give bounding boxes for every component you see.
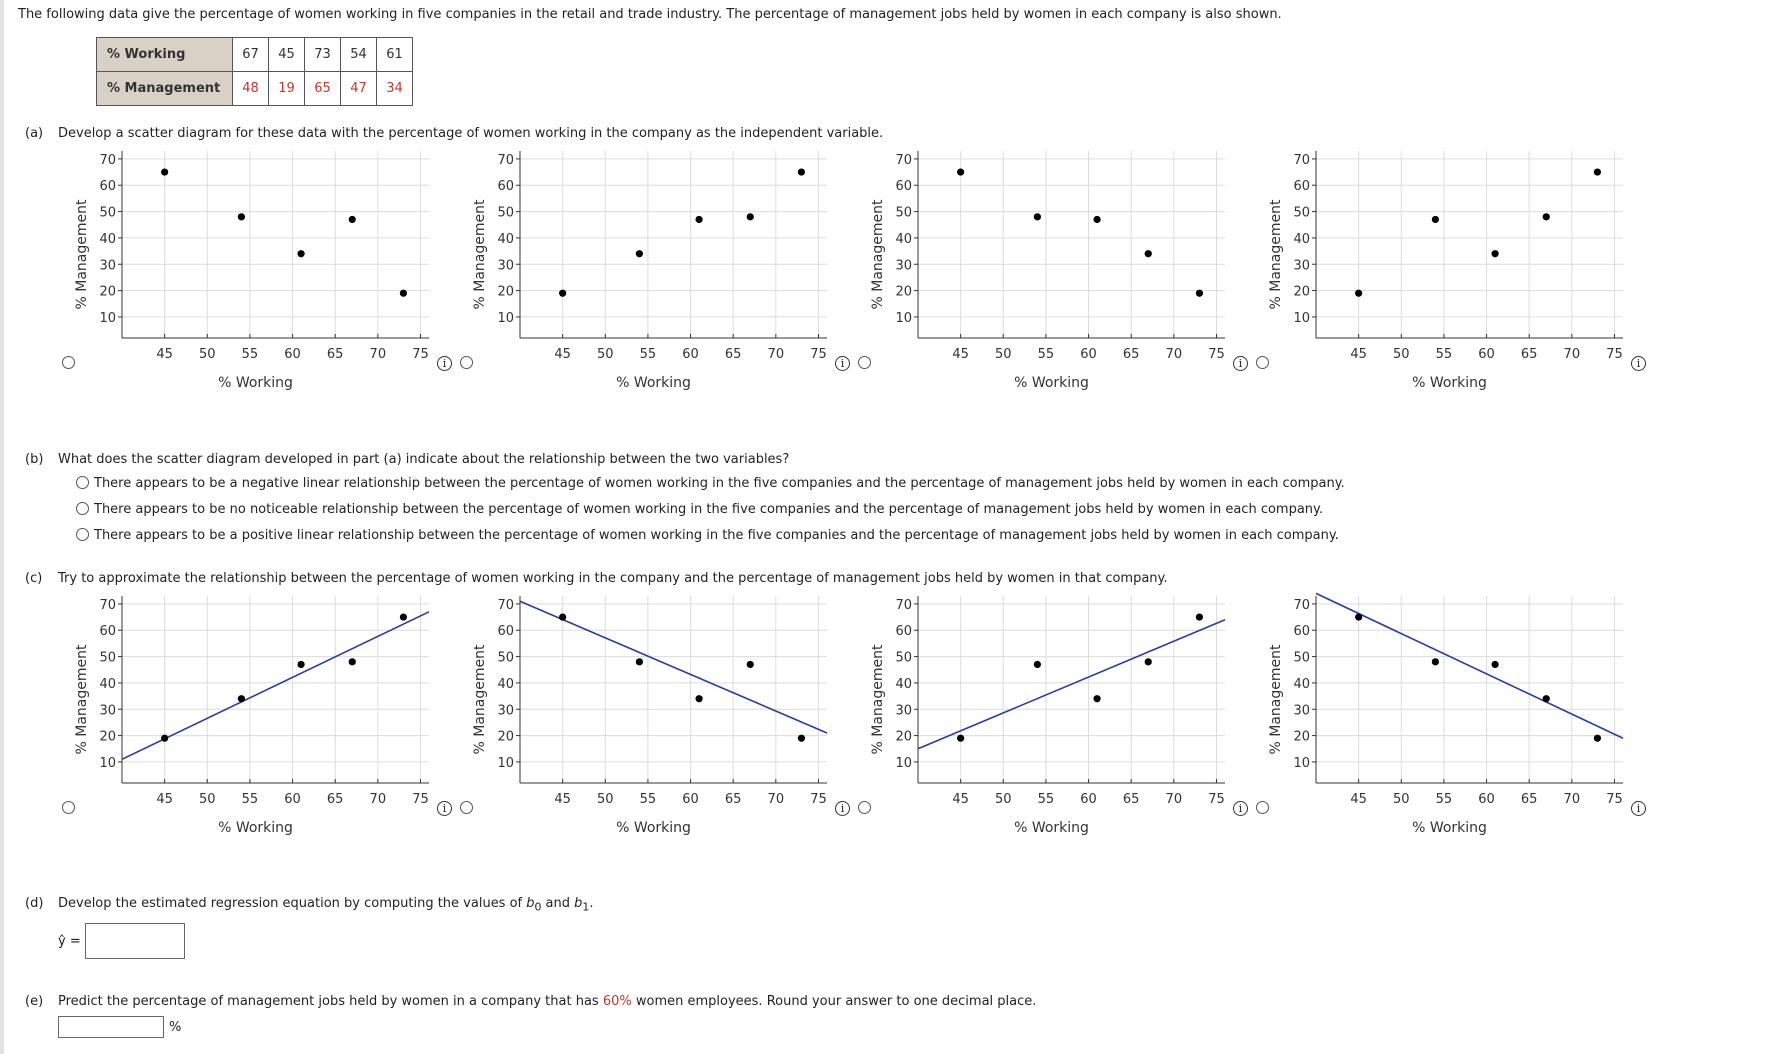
plot-area: [918, 151, 1225, 338]
data-point: [1355, 290, 1362, 297]
y-tick-label: 30: [895, 703, 912, 719]
x-tick-label: 60: [284, 792, 301, 807]
y-tick-label: 60: [99, 624, 116, 640]
y-tick-label: 40: [497, 231, 514, 247]
chart-option-radio-a-3[interactable]: [858, 356, 871, 369]
x-tick-label: 75: [1208, 792, 1225, 807]
x-tick-label: 45: [952, 792, 969, 807]
y-tick-label: 70: [99, 152, 116, 168]
data-point: [695, 216, 702, 223]
y-tick-label: 40: [99, 231, 116, 247]
y-tick-label: 60: [1293, 179, 1310, 195]
x-tick-label: 55: [1435, 347, 1453, 362]
y-tick-label: 40: [895, 676, 912, 692]
x-tick-label: 75: [412, 347, 429, 362]
data-point: [161, 168, 168, 175]
x-tick-label: 75: [1606, 792, 1623, 807]
y-tick-label: 30: [99, 703, 116, 719]
radio-button[interactable]: [76, 476, 89, 489]
x-tick-label: 60: [682, 347, 699, 362]
x-tick-label: 65: [1122, 792, 1140, 807]
part-b-option-negative[interactable]: [76, 476, 1345, 491]
y-tick-label: 60: [99, 179, 116, 195]
y-tick-label: 70: [99, 597, 116, 613]
x-tick-label: 70: [1563, 792, 1581, 807]
x-tick-label: 45: [952, 347, 969, 362]
data-point: [1543, 695, 1550, 702]
management-cell: 48: [233, 72, 269, 106]
data-point: [1196, 613, 1203, 620]
data-point: [1355, 613, 1362, 620]
y-tick-label: 30: [497, 258, 514, 274]
x-axis-label: % Working: [1412, 820, 1487, 835]
y-axis-label: % Management: [1268, 644, 1284, 755]
regression-equation-input[interactable]: [85, 923, 185, 959]
y-tick-label: 10: [1293, 310, 1310, 326]
x-tick-label: 45: [554, 347, 571, 362]
x-tick-label: 55: [639, 347, 657, 362]
y-axis-label: % Management: [1268, 199, 1284, 310]
data-point: [400, 613, 407, 620]
data-point: [1543, 213, 1550, 220]
y-axis-label: % Management: [870, 199, 886, 310]
part-d-label: (d): [25, 896, 44, 911]
part-c-question: [25, 571, 1168, 586]
y-tick-label: 30: [497, 703, 514, 719]
chart-option-radio-a-2[interactable]: [460, 356, 473, 369]
x-tick-label: 65: [1520, 347, 1538, 362]
x-tick-label: 50: [199, 347, 216, 362]
data-point: [1145, 658, 1152, 665]
y-tick-label: 50: [895, 650, 912, 666]
x-tick-label: 60: [1478, 347, 1495, 362]
data-point: [1432, 658, 1439, 665]
chart-option-radio-c-1[interactable]: [62, 801, 75, 814]
y-tick-label: 10: [497, 755, 514, 771]
y-tick-label: 50: [895, 205, 912, 221]
y-tick-label: 40: [497, 676, 514, 692]
y-axis-label: % Management: [74, 199, 90, 310]
x-tick-label: 50: [597, 792, 614, 807]
y-tick-label: 10: [99, 310, 116, 326]
x-axis-label: % Working: [1014, 820, 1089, 835]
y-tick-label: 70: [497, 152, 514, 168]
x-tick-label: 65: [326, 347, 344, 362]
x-tick-label: 60: [284, 347, 301, 362]
x-tick-label: 60: [1478, 792, 1495, 807]
x-tick-label: 55: [241, 347, 259, 362]
part-e-question: [25, 994, 1036, 1009]
part-d-and: and: [541, 896, 575, 911]
info-icon[interactable]: i: [1233, 801, 1248, 816]
y-tick-label: 50: [497, 205, 514, 221]
data-point: [1093, 216, 1100, 223]
data-point: [957, 168, 964, 175]
x-axis-label: % Working: [218, 375, 293, 390]
data-point: [1145, 250, 1152, 257]
x-tick-label: 55: [1037, 347, 1055, 362]
scatter-chart-a-1: [60, 145, 450, 390]
part-b-option-none[interactable]: [76, 502, 1323, 517]
management-cell: 34: [377, 72, 413, 106]
x-tick-label: 70: [767, 347, 785, 362]
y-tick-label: 50: [497, 650, 514, 666]
x-tick-label: 55: [241, 792, 259, 807]
plot-area: [918, 596, 1225, 783]
x-axis-label: % Working: [1014, 375, 1089, 390]
part-c-text: Try to approximate the relationship between the percentage of women working in the company and the percentage of management jobs held by women in that company.: [58, 571, 1168, 586]
data-point: [349, 216, 356, 223]
part-e-text-before: Predict the percentage of management jobs held by women in a company that has: [58, 994, 603, 1009]
option-text: There appears to be no noticeable relationship between the percentage of women working in the five companies and the percentage of management jobs held by women in each company.: [94, 502, 1324, 517]
y-tick-label: 70: [1293, 597, 1310, 613]
x-tick-label: 75: [412, 792, 429, 807]
x-tick-label: 50: [995, 792, 1012, 807]
data-point: [161, 735, 168, 742]
data-point: [559, 290, 566, 297]
data-point: [297, 250, 304, 257]
x-tick-label: 65: [724, 792, 742, 807]
chart-option-radio-c-2[interactable]: [460, 801, 473, 814]
data-point: [1196, 290, 1203, 297]
info-icon[interactable]: i: [437, 356, 452, 371]
y-tick-label: 20: [99, 729, 116, 745]
data-point: [636, 250, 643, 257]
data-point: [1432, 216, 1439, 223]
x-tick-label: 70: [1165, 792, 1183, 807]
data-point: [798, 168, 805, 175]
y-tick-label: 20: [99, 284, 116, 300]
x-tick-label: 65: [326, 792, 344, 807]
x-tick-label: 70: [1563, 347, 1581, 362]
plot-area: [520, 596, 827, 783]
x-tick-label: 45: [1350, 347, 1367, 362]
part-a-text: Develop a scatter diagram for these data with the percentage of women working in the company as the independent variable.: [58, 126, 884, 141]
x-tick-label: 55: [1435, 792, 1453, 807]
y-axis-label: % Management: [74, 644, 90, 755]
y-tick-label: 60: [1293, 624, 1310, 640]
info-icon[interactable]: i: [835, 801, 850, 816]
y-tick-label: 40: [895, 231, 912, 247]
x-tick-label: 70: [1165, 347, 1183, 362]
y-tick-label: 50: [1293, 650, 1310, 666]
data-point: [798, 735, 805, 742]
option-text: There appears to be a negative linear relationship between the percentage of women working in the five companies and the percentage of management jobs held by women in each company.: [94, 476, 1345, 491]
y-tick-label: 30: [1293, 258, 1310, 274]
scatter-chart-a-2: [458, 145, 848, 390]
x-axis-label: % Working: [1412, 375, 1487, 390]
chart-option-radio-a-4[interactable]: [1256, 356, 1269, 369]
x-tick-label: 75: [1606, 347, 1623, 362]
y-tick-label: 20: [1293, 284, 1310, 300]
data-point: [636, 658, 643, 665]
x-tick-label: 45: [554, 792, 571, 807]
x-tick-label: 60: [1080, 792, 1097, 807]
y-tick-label: 70: [1293, 152, 1310, 168]
radio-button[interactable]: [76, 528, 89, 541]
b1-subscript: 1: [582, 900, 590, 914]
part-b-label: (b): [25, 452, 44, 467]
part-e-highlight: 60%: [602, 994, 632, 1009]
info-icon[interactable]: i: [1631, 356, 1646, 371]
y-tick-label: 50: [1293, 205, 1310, 221]
y-tick-label: 10: [895, 755, 912, 771]
radio-button[interactable]: [76, 502, 89, 515]
data-point: [559, 613, 566, 620]
data-point: [957, 735, 964, 742]
data-point: [695, 695, 702, 702]
y-tick-label: 10: [99, 755, 116, 771]
y-tick-label: 20: [895, 729, 912, 745]
x-tick-label: 45: [1350, 792, 1367, 807]
scatter-chart-c-1: [60, 590, 450, 835]
part-e-label: (e): [25, 994, 44, 1009]
scatter-chart-a-3: [856, 145, 1246, 390]
management-row-header: % Management: [97, 72, 233, 106]
y-tick-label: 60: [895, 179, 912, 195]
x-tick-label: 65: [724, 347, 742, 362]
y-tick-label: 60: [895, 624, 912, 640]
working-cell: 67: [233, 38, 269, 72]
part-c-label: (c): [25, 571, 43, 586]
management-row: [97, 72, 413, 106]
y-tick-label: 40: [1293, 676, 1310, 692]
b0-subscript: 0: [534, 900, 542, 914]
part-b-text: What does the scatter diagram developed in part (a) indicate about the relationship between the two variables?: [58, 452, 790, 467]
y-tick-label: 10: [1293, 755, 1310, 771]
plot-area: [1316, 596, 1623, 783]
percent-unit: %: [169, 1020, 182, 1035]
info-icon[interactable]: i: [1631, 801, 1646, 816]
y-tick-label: 20: [1293, 729, 1310, 745]
y-tick-label: 40: [99, 676, 116, 692]
x-tick-label: 50: [597, 347, 614, 362]
b0-symbol: b: [526, 896, 535, 911]
info-icon[interactable]: i: [1233, 356, 1248, 371]
x-tick-label: 50: [1393, 792, 1410, 807]
y-tick-label: 10: [895, 310, 912, 326]
x-tick-label: 50: [1393, 347, 1410, 362]
left-border: [0, 0, 4, 1054]
data-point: [1034, 661, 1041, 668]
data-point: [297, 661, 304, 668]
working-row-header: % Working: [97, 38, 233, 72]
x-tick-label: 45: [156, 792, 173, 807]
data-point: [238, 213, 245, 220]
option-text: There appears to be a positive linear relationship between the percentage of women working in the five companies and the percentage of management jobs held by women in each company.: [94, 528, 1339, 543]
part-e-text-after: women employees. Round your answer to one decimal place.: [631, 994, 1037, 1009]
plot-area: [122, 151, 429, 338]
x-tick-label: 55: [639, 792, 657, 807]
y-axis-label: % Management: [472, 644, 488, 755]
part-b-question: [25, 452, 789, 467]
intro-text: The following data give the percentage of women working in five companies in the retail and trade industry. The percentage of management jobs held by women in each company is also shown.: [18, 7, 1282, 22]
y-tick-label: 10: [497, 310, 514, 326]
x-tick-label: 75: [810, 347, 827, 362]
scatter-chart-c-2: [458, 590, 848, 835]
data-point: [1491, 661, 1498, 668]
y-tick-label: 20: [497, 729, 514, 745]
scatter-chart-c-3: [856, 590, 1246, 835]
x-tick-label: 65: [1122, 347, 1140, 362]
y-tick-label: 60: [497, 624, 514, 640]
yhat-label: ŷ =: [58, 934, 81, 949]
data-point: [1491, 250, 1498, 257]
plot-area: [1316, 151, 1623, 338]
x-tick-label: 75: [810, 792, 827, 807]
management-cell: 47: [341, 72, 377, 106]
x-tick-label: 75: [1208, 347, 1225, 362]
plot-area: [122, 596, 429, 783]
y-tick-label: 30: [1293, 703, 1310, 719]
data-point: [400, 290, 407, 297]
part-d-question: [25, 896, 593, 914]
y-tick-label: 30: [895, 258, 912, 274]
y-tick-label: 50: [99, 650, 116, 666]
prediction-input[interactable]: [58, 1016, 164, 1038]
data-point: [349, 658, 356, 665]
x-tick-label: 60: [682, 792, 699, 807]
y-tick-label: 70: [497, 597, 514, 613]
y-tick-label: 20: [497, 284, 514, 300]
data-point: [747, 661, 754, 668]
working-cell: 45: [269, 38, 305, 72]
x-tick-label: 55: [1037, 792, 1055, 807]
x-tick-label: 65: [1520, 792, 1538, 807]
part-d-text: Develop the estimated regression equation by computing the values of: [58, 896, 527, 911]
data-point: [747, 213, 754, 220]
part-a-question: [25, 126, 883, 141]
b1-symbol: b: [574, 896, 583, 911]
management-cell: 65: [305, 72, 341, 106]
data-point: [1594, 168, 1601, 175]
plot-area: [520, 151, 827, 338]
data-table: [96, 37, 413, 106]
working-cell: 54: [341, 38, 377, 72]
working-row: [97, 38, 413, 72]
x-axis-label: % Working: [218, 820, 293, 835]
x-tick-label: 45: [156, 347, 173, 362]
y-tick-label: 70: [895, 597, 912, 613]
data-point: [238, 695, 245, 702]
y-tick-label: 60: [497, 179, 514, 195]
y-tick-label: 70: [895, 152, 912, 168]
x-tick-label: 50: [199, 792, 216, 807]
chart-option-radio-a-1[interactable]: [62, 356, 75, 369]
working-cell: 61: [377, 38, 413, 72]
info-icon[interactable]: i: [835, 356, 850, 371]
y-tick-label: 30: [99, 258, 116, 274]
part-b-option-positive[interactable]: [76, 528, 1339, 543]
x-tick-label: 70: [767, 792, 785, 807]
chart-option-radio-c-4[interactable]: [1256, 801, 1269, 814]
part-d-period: .: [589, 896, 594, 911]
data-point: [1034, 213, 1041, 220]
x-tick-label: 70: [369, 792, 387, 807]
scatter-chart-a-4: [1254, 145, 1644, 390]
x-axis-label: % Working: [616, 375, 691, 390]
scatter-chart-c-4: [1254, 590, 1644, 835]
info-icon[interactable]: i: [437, 801, 452, 816]
management-cell: 19: [269, 72, 305, 106]
chart-option-radio-c-3[interactable]: [858, 801, 871, 814]
part-a-label: (a): [25, 126, 44, 141]
working-cell: 73: [305, 38, 341, 72]
x-axis-label: % Working: [616, 820, 691, 835]
data-point: [1093, 695, 1100, 702]
y-tick-label: 50: [99, 205, 116, 221]
y-axis-label: % Management: [870, 644, 886, 755]
y-tick-label: 20: [895, 284, 912, 300]
y-tick-label: 40: [1293, 231, 1310, 247]
x-tick-label: 50: [995, 347, 1012, 362]
data-point: [1594, 735, 1601, 742]
y-axis-label: % Management: [472, 199, 488, 310]
x-tick-label: 60: [1080, 347, 1097, 362]
x-tick-label: 70: [369, 347, 387, 362]
